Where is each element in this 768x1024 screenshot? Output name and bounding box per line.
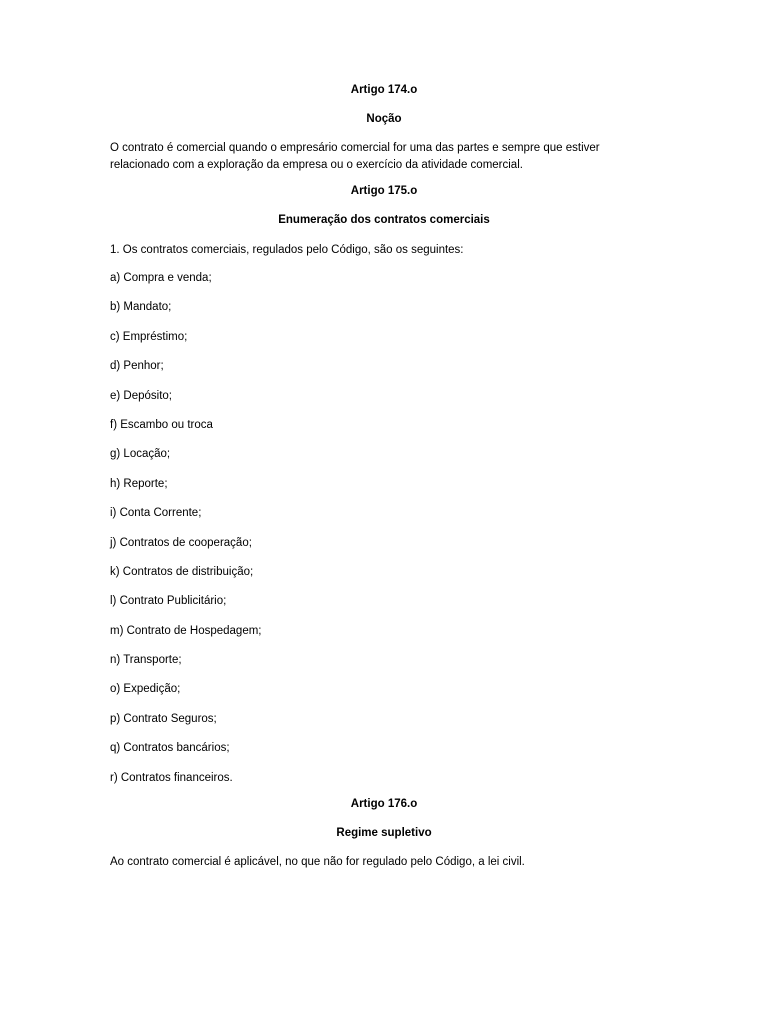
list-item: n) Transporte; bbox=[110, 654, 182, 667]
list-item: k) Contratos de distribuição; bbox=[110, 565, 254, 578]
list-item: d) Penhor; bbox=[110, 360, 164, 373]
article-175-title: Artigo 175.o bbox=[350, 185, 418, 197]
article-175-intro: 1. Os contratos comerciais, regulados pelo Código, são os seguintes: bbox=[110, 244, 464, 256]
list-item: c) Empréstimo; bbox=[110, 330, 188, 343]
list-item: r) Contratos financeiros. bbox=[110, 771, 233, 784]
article-176-subtitle: Regime supletivo bbox=[336, 826, 432, 839]
contracts-list bbox=[110, 270, 658, 787]
article-176-title: Artigo 176.o bbox=[350, 797, 418, 810]
list-item: p) Contrato Seguros; bbox=[110, 712, 217, 725]
list-item: g) Locação; bbox=[110, 448, 171, 461]
list-item: o) Expedição; bbox=[110, 683, 181, 696]
list-item: q) Contratos bancários; bbox=[110, 742, 230, 755]
list-item: m) Contrato de Hospedagem; bbox=[110, 624, 262, 637]
list-item: b) Mandato; bbox=[110, 301, 172, 314]
document-content bbox=[110, 82, 658, 871]
article-174-text: O contrato é comercial quando o empresário comercial for uma das partes e sempre que estiver relacionado com a exploração da empresa ou o exercício da atividade comercial. bbox=[110, 142, 600, 171]
article-174-subtitle: Noção bbox=[366, 113, 402, 125]
list-item: l) Contrato Publicitário; bbox=[110, 595, 227, 608]
list-item: e) Depósito; bbox=[110, 389, 173, 402]
list-item: f) Escambo ou troca bbox=[110, 418, 213, 431]
article-176-text: Ao contrato comercial é aplicável, no que não for regulado pelo Código, a lei civil. bbox=[110, 855, 525, 868]
article-175-subtitle: Enumeração dos contratos comerciais bbox=[278, 214, 490, 226]
list-item: j) Contratos de cooperação; bbox=[110, 536, 252, 549]
article-174-title: Artigo 174.o bbox=[350, 84, 418, 96]
list-item: a) Compra e venda; bbox=[110, 272, 212, 284]
list-item: h) Reporte; bbox=[110, 477, 168, 490]
list-item: i) Conta Corrente; bbox=[110, 507, 202, 520]
